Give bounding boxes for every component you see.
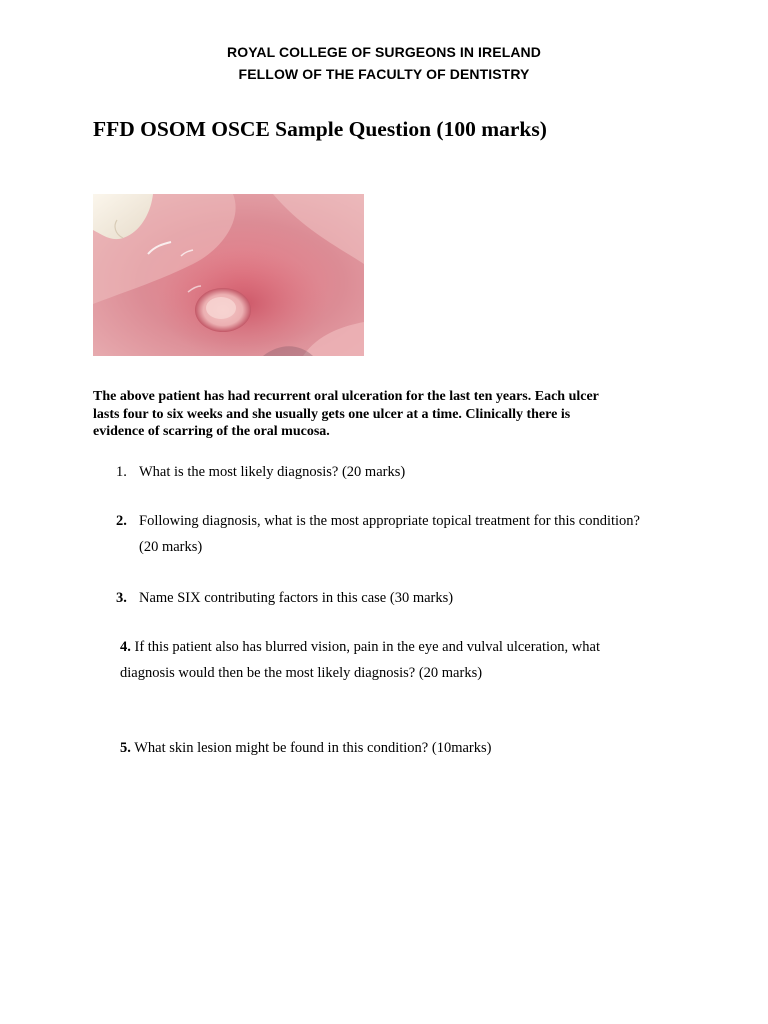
question-number: 1.	[116, 464, 127, 480]
oral-ulcer-illustration	[93, 194, 364, 356]
question-number: 4.	[120, 639, 131, 655]
question-number: 2.	[116, 513, 127, 529]
institution-name: ROYAL COLLEGE OF SURGEONS IN IRELAND	[227, 44, 541, 60]
case-description-line: The above patient has had recurrent oral ulceration for the last ten years. Each ulcer	[93, 389, 599, 404]
case-description-line: lasts four to six weeks and she usually gets one ulcer at a time. Clinically there is	[93, 406, 571, 422]
case-description	[93, 388, 693, 441]
question-4	[120, 639, 600, 656]
question-3	[116, 590, 453, 607]
question-text: If this patient also has blurred vision, pain in the eye and vulval ulceration, what	[134, 639, 600, 655]
question-1	[116, 464, 405, 481]
question-5	[120, 740, 491, 757]
question-2-marks: (20 marks)	[139, 539, 203, 555]
faculty-name: FELLOW OF THE FACULTY OF DENTISTRY	[238, 66, 530, 82]
oral-ulcer-photo	[93, 194, 364, 356]
question-4-continuation: diagnosis would then be the most likely diagnosis? (20 marks)	[120, 665, 483, 681]
question-number: 3.	[116, 590, 127, 606]
question-number: 5.	[120, 740, 131, 756]
question-2	[116, 513, 640, 530]
question-text: Name SIX contributing factors in this case (30 marks)	[139, 590, 454, 606]
question-text: What is the most likely diagnosis? (20 marks)	[139, 464, 406, 480]
question-text: Following diagnosis, what is the most appropriate topical treatment for this condition?	[139, 513, 640, 529]
page-title: FFD OSOM OSCE Sample Question (100 marks)	[93, 117, 547, 141]
question-text: What skin lesion might be found in this condition? (10marks)	[134, 740, 492, 756]
case-description-line: evidence of scarring of the oral mucosa.	[93, 424, 330, 439]
